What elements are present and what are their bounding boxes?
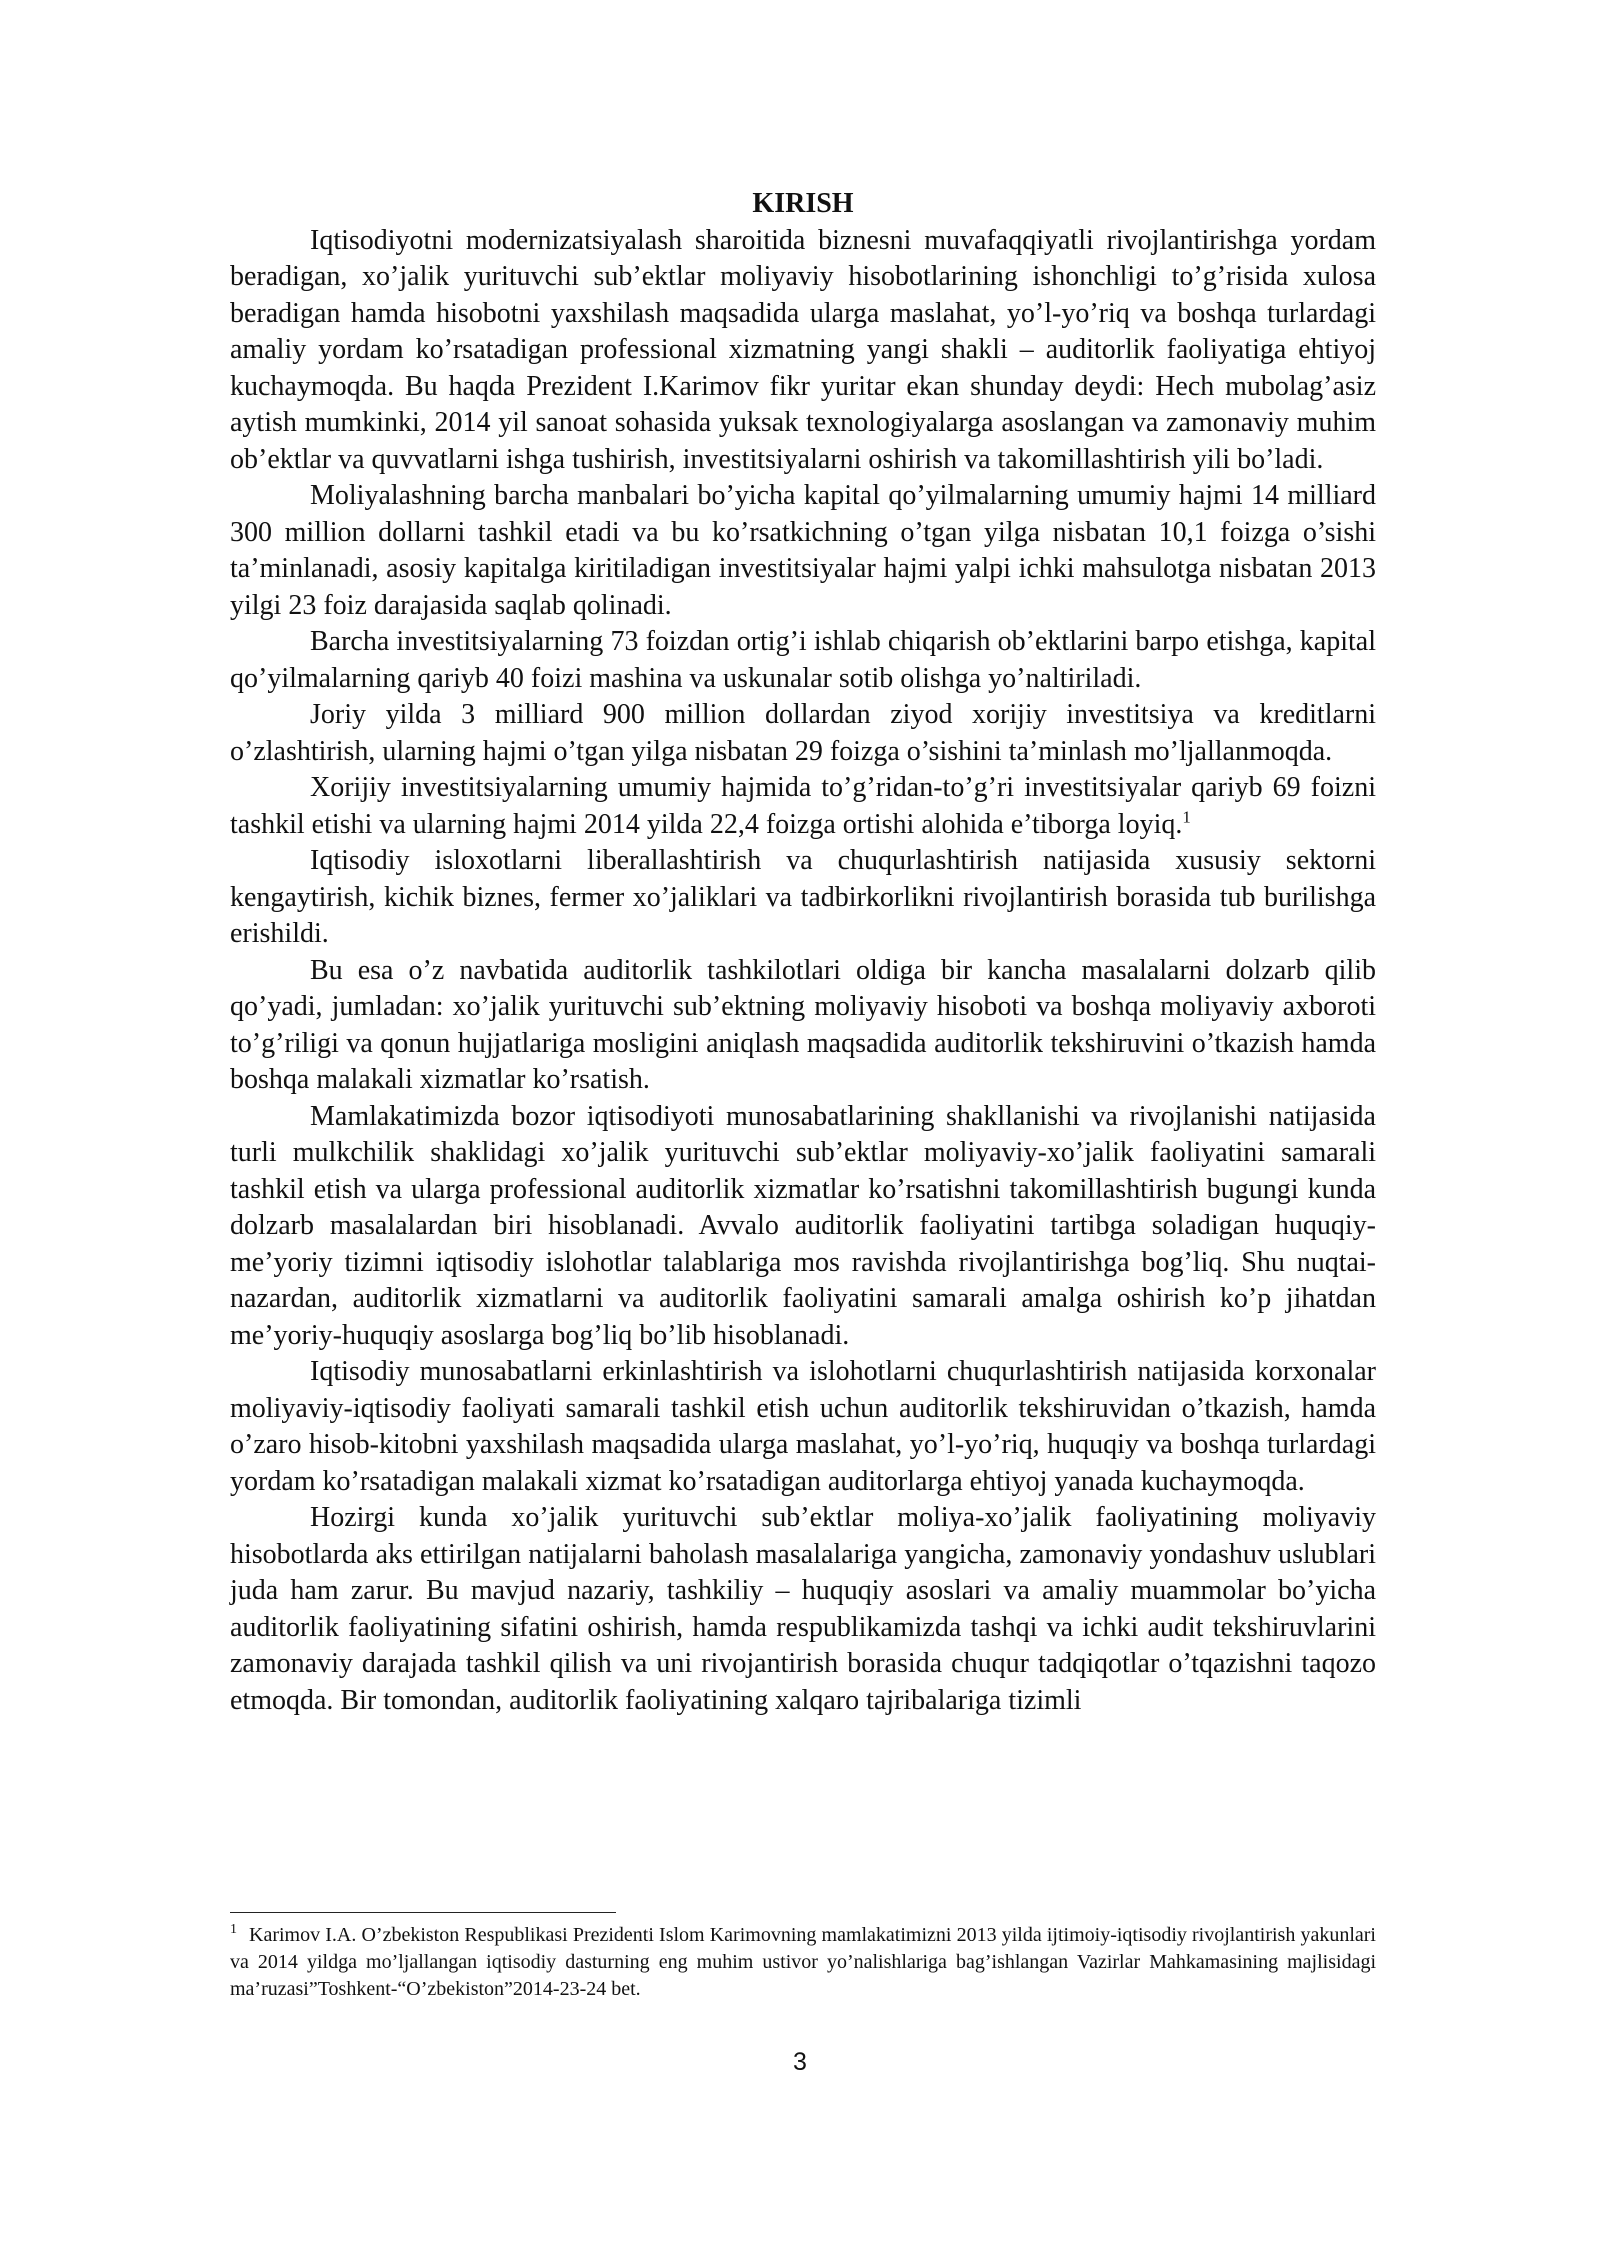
paragraph: Hozirgi kunda xo’jalik yurituvchi sub’ektlar moliya-xo’jalik faoliyatining moliyaviy hisobotlarda aks ettirilgan natijalarni baholash masalalariga yangicha, zamonaviy yondashuv uslublari juda ham zarur. Bu mavjud nazariy, tashkiliy – huquqiy asoslari va amaliy muammolar bo’yicha auditorlik faoliyatining sifatini oshirish, hamda respublikamizda tashqi va ichki audit tekshiruvlarini zamonaviy darajada tashkil qilish va uni rivojantirish borasida chuqur tadqiqotlar o’tqazishni taqozo etmoqda. Bir tomondan, auditorlik faoliyatining xalqaro tajribalariga tizimli: [230, 1502, 1376, 1716]
footnote-reference: 1: [1182, 807, 1191, 827]
paragraph: Joriy yilda 3 milliard 900 million dollardan ziyod xorijiy investitsiya va kreditlarni o’zlashtirish, ularning hajmi o’tgan yilga nisbatan 29 foizga o’sishini ta’minlash mo’ljallanmoqda.: [230, 699, 1376, 767]
paragraph-with-footnote: [230, 770, 1376, 843]
paragraph: Bu esa o’z navbatida auditorlik tashkilotlari oldiga bir kancha masalalarni dolzarb qilib qo’yadi, jumladan: xo’jalik yurituvchi sub’ektning moliyaviy hisoboti va boshqa moliyaviy axboroti to’g’riligi va qonun hujjatlariga mosligini aniqlash maqsadida auditorlik tekshiruvini o’tkazish hamda boshqa malakali xizmatlar ko’rsatish.: [230, 954, 1376, 1095]
paragraph: Iqtisodiy isloxotlarni liberallashtirish va chuqurlashtirish natijasida xususiy sektorni kengaytirish, kichik biznes, fermer xo’jaliklari va tadbirkorlikni rivojlantirish borasida tub burilishga erishildi.: [230, 845, 1376, 949]
paragraph: Iqtisodiyotni modernizatsiyalash sharoitida biznesni muvafaqqiyatli rivojlantirishga yordam beradigan, xo’jalik yurituvchi sub’ektlar moliyaviy hisobotlarining ishonchligi to’g’risida xulosa beradigan hamda hisobotni yaxshilash maqsadida ularga maslahat, yo’l-yo’riq va boshqa turlardagi amaliy yordam ko’rsatadigan professional xizmatning yangi shakli – auditorlik faoliyatiga ehtiyoj kuchaymoqda. Bu haqda Prezident I.Karimov fikr yuritar ekan shunday deydi: Hech mubolag’asiz aytish mumkinki, 2014 yil sanoat sohasida yuksak texnologiyalarga asoslangan va zamonaviy muhim ob’ektlar va quvvatlarni ishga tushirish, investitsiyalarni oshirish va takomillashtirish yili bo’ladi.: [230, 224, 1376, 475]
footnote: [230, 1922, 1376, 2003]
paragraph-text: Xorijiy investitsiyalarning umumiy hajmida to’g’ridan-to’g’ri investitsiyalar qariyb 69 foizni tashkil etishi va ularning hajmi 2014 yilda 22,4 foizga ortishi alohida e’tiborga loyiq.: [230, 772, 1376, 840]
page-title: KIRISH: [752, 188, 854, 219]
page-number: 3: [793, 2048, 807, 2076]
paragraph: Moliyalashning barcha manbalari bo’yicha kapital qo’yilmalarning umumiy hajmi 14 milliard 300 million dollarni tashkil etadi va bu ko’rsatkichning o’tgan yilga nisbatan 10,1 foizga o’sishi ta’minlanadi, asosiy kapitalga kiritiladigan investitsiyalar hajmi yalpi ichki mahsulotga nisbatan 2013 yilgi 23 foiz darajasida saqlab qolinadi.: [230, 480, 1376, 621]
body-text: [230, 186, 1376, 1719]
footnote-number: 1: [230, 1922, 237, 1938]
footnote-text: Karimov I.A. O’zbekiston Respublikasi Prezidenti Islom Karimovning mamlakatimizni 2013 yilda ijtimoiy-iqtisodiy rivojlantirish yakunlari va 2014 yildga mo’ljallangan iqtisodiy dasturning eng muhim ustivor yo’nalishlariga bag’ishlangan Vazirlar Mahkamasining majlisidagi ma’ruzasi”Toshkent-“O’zbekiston”2014-23-24 bet.: [230, 1924, 1376, 2000]
paragraph: Iqtisodiy munosabatlarni erkinlashtirish va islohotlarni chuqurlashtirish natijasida korxonalar moliyaviy-iqtisodiy faoliyati samarali tashkil etish uchun auditorlik tekshiruvidan o’tkazish, hamda o’zaro hisob-kitobni yaxshilash maqsadida ularga maslahat, yo’l-yo’riq, huquqiy va boshqa turlardagi yordam ko’rsatadigan malakali xizmat ko’rsatadigan auditorlarga ehtiyoj yanada kuchaymoqda.: [230, 1356, 1376, 1497]
footnote-divider: [230, 1912, 616, 1913]
paragraph: Mamlakatimizda bozor iqtisodiyoti munosabatlarining shakllanishi va rivojlanishi natijasida turli mulkchilik shaklidagi xo’jalik yurituvchi sub’ektlar moliyaviy-xo’jalik faoliyatini samarali tashkil etish va ularga professional auditorlik xizmatlar ko’rsatishni takomillashtirish bugungi kunda dolzarb masalalardan biri hisoblanadi. Avvalo auditorlik faoliyatini tartibga soladigan huquqiy-me’yoriy tizimni iqtisodiy islohotlar talablariga mos ravishda rivojlantirishga bog’liq. Shu nuqtai-nazardan, auditorlik xizmatlarni va auditorlik faoliyatini samarali amalga oshirish ko’p jihatdan me’yoriy-huquqiy asoslarga bog’liq bo’lib hisoblanadi.: [230, 1100, 1376, 1351]
paragraph: Barcha investitsiyalarning 73 foizdan ortig’i ishlab chiqarish ob’ektlarini barpo etishga, kapital qo’yilmalarning qariyb 40 foizi mashina va uskunalar sotib olishga yo’naltiriladi.: [230, 626, 1376, 694]
